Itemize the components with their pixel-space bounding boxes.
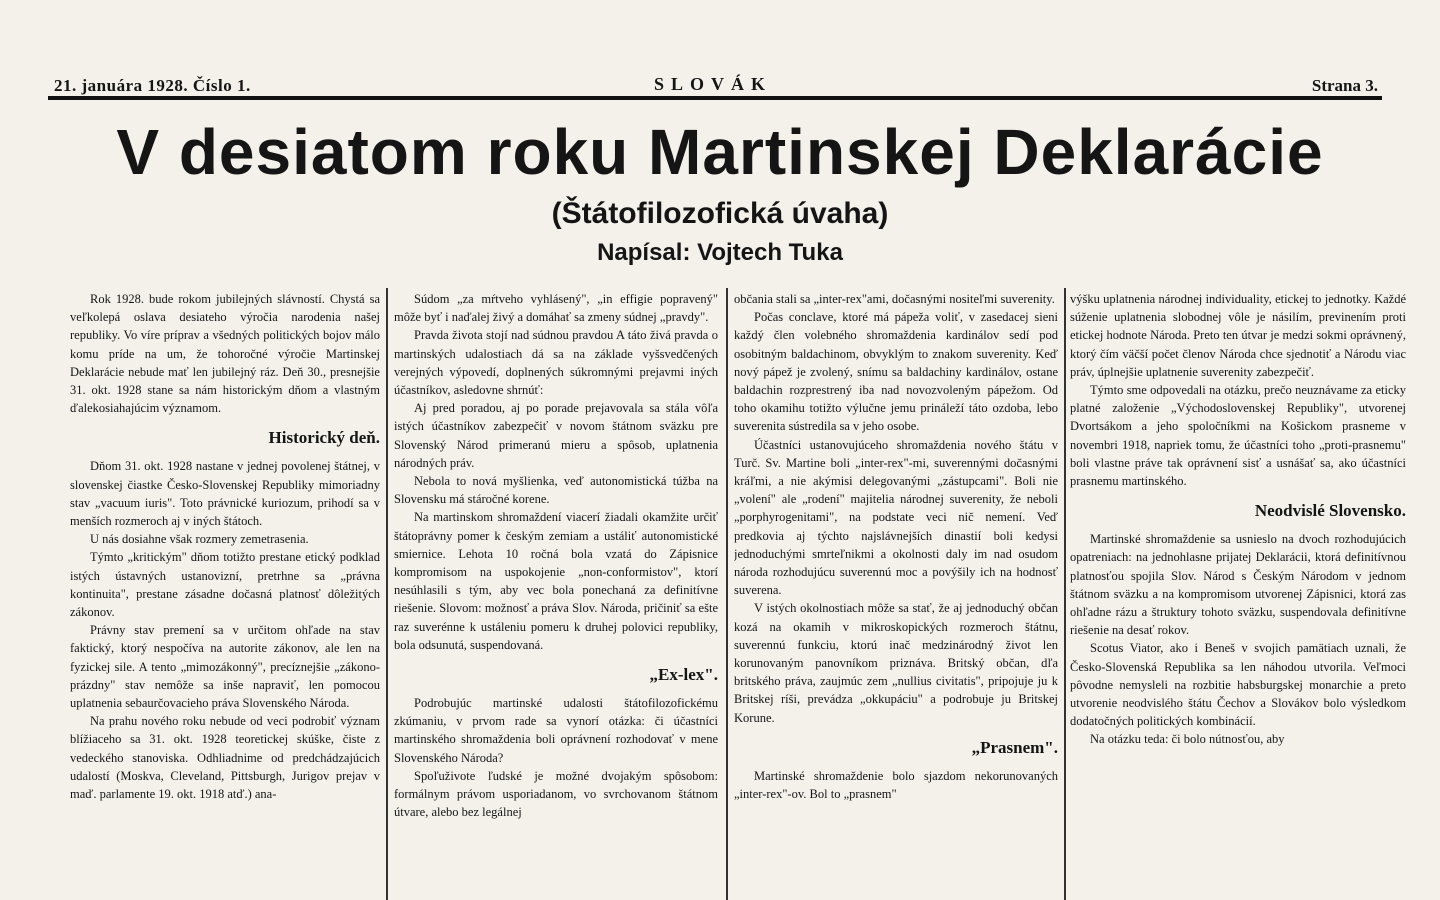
column-divider	[386, 288, 388, 900]
paragraph: Súdom „za mŕtveho vyhlásený", „in effigie popravený" môže byť i naďalej živý a domáhať sa zmeny súdnej „pravdy".	[394, 292, 718, 325]
column-divider	[1064, 288, 1066, 900]
page-number: Strana 3.	[1311, 76, 1378, 95]
paragraph: Pravda života stojí nad súdnou pravdou A táto živá pravda o martinských udalostiach dá sa na základe vyšsvedčených verejných výpovedí, doplnených súkromnými prejavmi iných účastníkov, asledovne shrnúť:	[394, 328, 718, 398]
article-byline: Napísal: Vojtech Tuka	[597, 239, 843, 266]
masthead-rule	[48, 96, 1382, 100]
paragraph: Podrobujúc martinské udalosti štátofilozofickému zkúmaniu, v prvom rade sa vynorí otázka: či účastníci martinského shromaždenia boli oprávnení rozhodovať v mene Slovenského Národa?	[394, 696, 718, 765]
column-4	[1070, 290, 1406, 900]
column-divider	[726, 288, 728, 900]
article-subtitle: (Štátofilozofická úvaha)	[551, 197, 889, 230]
article-headline: V desiatom roku Martinskej Deklarácie	[116, 116, 1324, 188]
issue-date: 21. januára 1928. Číslo 1.	[54, 76, 251, 95]
paragraph: Na prahu nového roku nebude od veci podrobiť význam blížiaceho sa 31. okt. 1928 teoretickej skúške, čiste z vedeckého stanoviska. Odhliadnime od predchádzajúcich udalostí (Moskva, Cleveland, Pittsburgh, Jurigov prejav v maď. parlamente 19. okt. 1918 atď.) ana-	[70, 714, 380, 802]
section-heading: „Ex-lex".	[649, 665, 718, 685]
paragraph: Na martinskom shromaždení viacerí žiadali okamžite určiť štátoprávny pomer k českým zemiam a ustáliť autonomistické smiernice. Lehota 10 ročná bola vzatá do Zápisnice kompromisom na uspokojenie „non-conformistov", ktorí nesúhlasili s tým, aby vec bola ponechaná za definitívne riešenie. Slovom: možnosť a práva Slov. Národa, pričiniť sa ešte raz suverénne k ustáleniu pomeru k druhej polovici republiky, bola odsunutá, suspendovaná.	[394, 510, 718, 652]
paragraph: U nás dosiahne však rozmery zemetrasenia.	[90, 532, 309, 547]
section-heading: „Prasnem".	[971, 737, 1058, 757]
paragraph: Počas conclave, ktoré má pápeža voliť, v zasedacej sieni každý člen volebného shromaždenia kardinálov sedí pod osobitným baldachinom, obvyklým to znakom suverenity. Keď nový pápež je zvolený, snímu sa baldachiny kardinálov, ostane baldachin rozprestrený iba nad novozvoleným pápežom. Od toho okamihu totižto výlučne jemu prináleží táto ozdoba, lebo suverenita sústredila sa v jeho osobe.	[734, 310, 1058, 434]
paragraph: Dňom 31. okt. 1928 nastane v jednej povolenej štátnej, v slovenskej čiastke Česko-Slovenskej Republiky mimoriadny stav „vacuum iuris". Toto právnické kuriozum, prihodí sa v menších rozmeroch aj v iných štátoch.	[70, 459, 380, 529]
paper-name: SLOVÁK	[653, 74, 773, 94]
paragraph: výšku uplatnenia národnej individuality, etickej to jednotky. Každé súženie uplatnenia slobodnej vôle je násilím, previnením proti etickej hodnote Národa. Preto ten útvar je medzi sokmi oprávnený, ktorý čím väčší počet členov Národa chce sjednotiť a Národu viac práv, úplnejšie uplatnenie suverenity zabezpečiť.	[1070, 292, 1406, 379]
column-1	[70, 290, 380, 900]
section-heading: Neodvislé Slovensko.	[1254, 501, 1406, 521]
paragraph: Týmto sme odpovedali na otázku, prečo neuznávame za eticky platné založenie „Východoslovenskej Republiky", utvorenej Dvortsákom a jeho spoločníkmi na Košickom prasneme v novembri 1918, napriek tomu, že účastníci toho „proti-prasnemu" boli vlastne práve tak oprávnení sisť a usnášať sa, ako účastníci prasnemu martinského.	[1070, 383, 1406, 489]
column-3	[734, 290, 1058, 900]
column-2	[394, 290, 718, 900]
paragraph: Rok 1928. bude rokom jubilejných slávností. Chystá sa veľkolepá oslava desiateho výročia narodenia našej republiky. Vo víre príprav a všedných politických bojov málo komu príde na um, že tohoročné výročie Martinskej Deklarácie nebude mať len jubilejný ráz. Deň 30., presnejšie 31. okt. 1928 stane sa nám historickým dňom a vlastným ďalekosiahajúcim významom.	[70, 292, 380, 416]
paragraph: Aj pred poradou, aj po porade prejavovala sa stála vôľa istých účastníkov zabezpečiť v novom štátnom sväzku pre Slovenský Národ primeranú mieru a spôsob, uplatnenia národných práv.	[394, 401, 718, 470]
paragraph: Týmto „kritickým" dňom totižto prestane etický podklad istých ústavných ustanovizní, pretrhne sa „právna kontinuita", prestane zásadne dočasná platnosť dôležitých zákonov.	[70, 550, 380, 620]
paragraph: Martinské shromaždenie sa usnieslo na dvoch rozhodujúcich opatreniach: na jednohlasne prijatej Deklarácii, ktorá definitívnou platnosťou spojila Slov. Národ s Českým Národom v jednom štátnom sväzku a na kompromisom utvorenej Zápisnici, ktorá zas ohľadne rázu a štruktury tohoto sväzku, suspendovala definitívne riešenie na desať rokov.	[1070, 532, 1406, 638]
paragraph: Scotus Viator, ako i Beneš v svojich pamätiach uznali, že Česko-Slovenská Republika sa len náhodou utvorila. Veľmoci pôvodne nemysleli na rozbitie habsburgskej monarchie a preto utvorenie neodvislého štátu Čechov a Slovákov bolo výsledkom dodatočných politických kombinácií.	[1070, 641, 1406, 729]
paragraph: Spoľuživote ľudské je možné dvojakým spôsobom: formálnym právom usporiadanom, vo svrchovanom štátnom útvare, alebo bez legálnej	[394, 768, 718, 820]
paragraph: Právny stav premení sa v určitom ohľade na stav faktický, ktorý nespočíva na autorite zákonov, ale len na fyzickej sile. A tento „mimozákonný", precíznejšie „zákono-prázdny" stav nemôže sa inše napraviť, len pomocou uplatnenia sebaurčovacieho práva Slovenského Národa.	[70, 623, 380, 711]
paragraph: V istých okolnostiach môže sa stať, že aj jednoduchý občan kozá na okamih v mikroskopických rozmeroch štátnu, suverennú funkciu, ktorú inač medzinárodný život len korunovaným panovníkom priznáva. Britský občan, dľa britského práva, zaujmúc zem „nullius civitatis", pripojuje ju k Britskej ríši, prevádza „okkupáciu" a podrobuje ju Britskej Korune.	[734, 601, 1058, 725]
paragraph: Nebola to nová myšlienka, veď autonomistická túžba na Slovensku má stáročné korene.	[394, 474, 718, 507]
section-heading: Historický deň.	[268, 428, 380, 448]
paragraph: Na otázku teda: či bolo nútnosťou, aby	[1090, 732, 1285, 747]
paragraph: Účastníci ustanovujúceho shromaždenia nového štátu v Turč. Sv. Martine boli „inter-rex"-mi, suverennými dočasnými kráľmi, a nie akýmisi delegovanými „zástupcami". Boli nie „volení" ale „rodení" majitelia národnej suverenity, že neboli „porphyrogenitami", na podstate veci nič nemení. Veď predkovia aj týchto najslávnejších dinastií boli kedysi jednoduchými smrteľnikmi a okolnosti daly im nad osudom národa rozhodujúcu suverennú moc a povýšily ich na hodnosť suverena.	[734, 437, 1058, 598]
paragraph: Martinské shromaždenie bolo sjazdom nekorunovaných „inter-rex"-ov. Bol to „prasnem"	[734, 768, 1058, 802]
masthead	[48, 74, 1378, 98]
paragraph: občania stali sa „inter-rex"ami, dočasnými nositeľmi suverenity.	[734, 292, 1055, 306]
